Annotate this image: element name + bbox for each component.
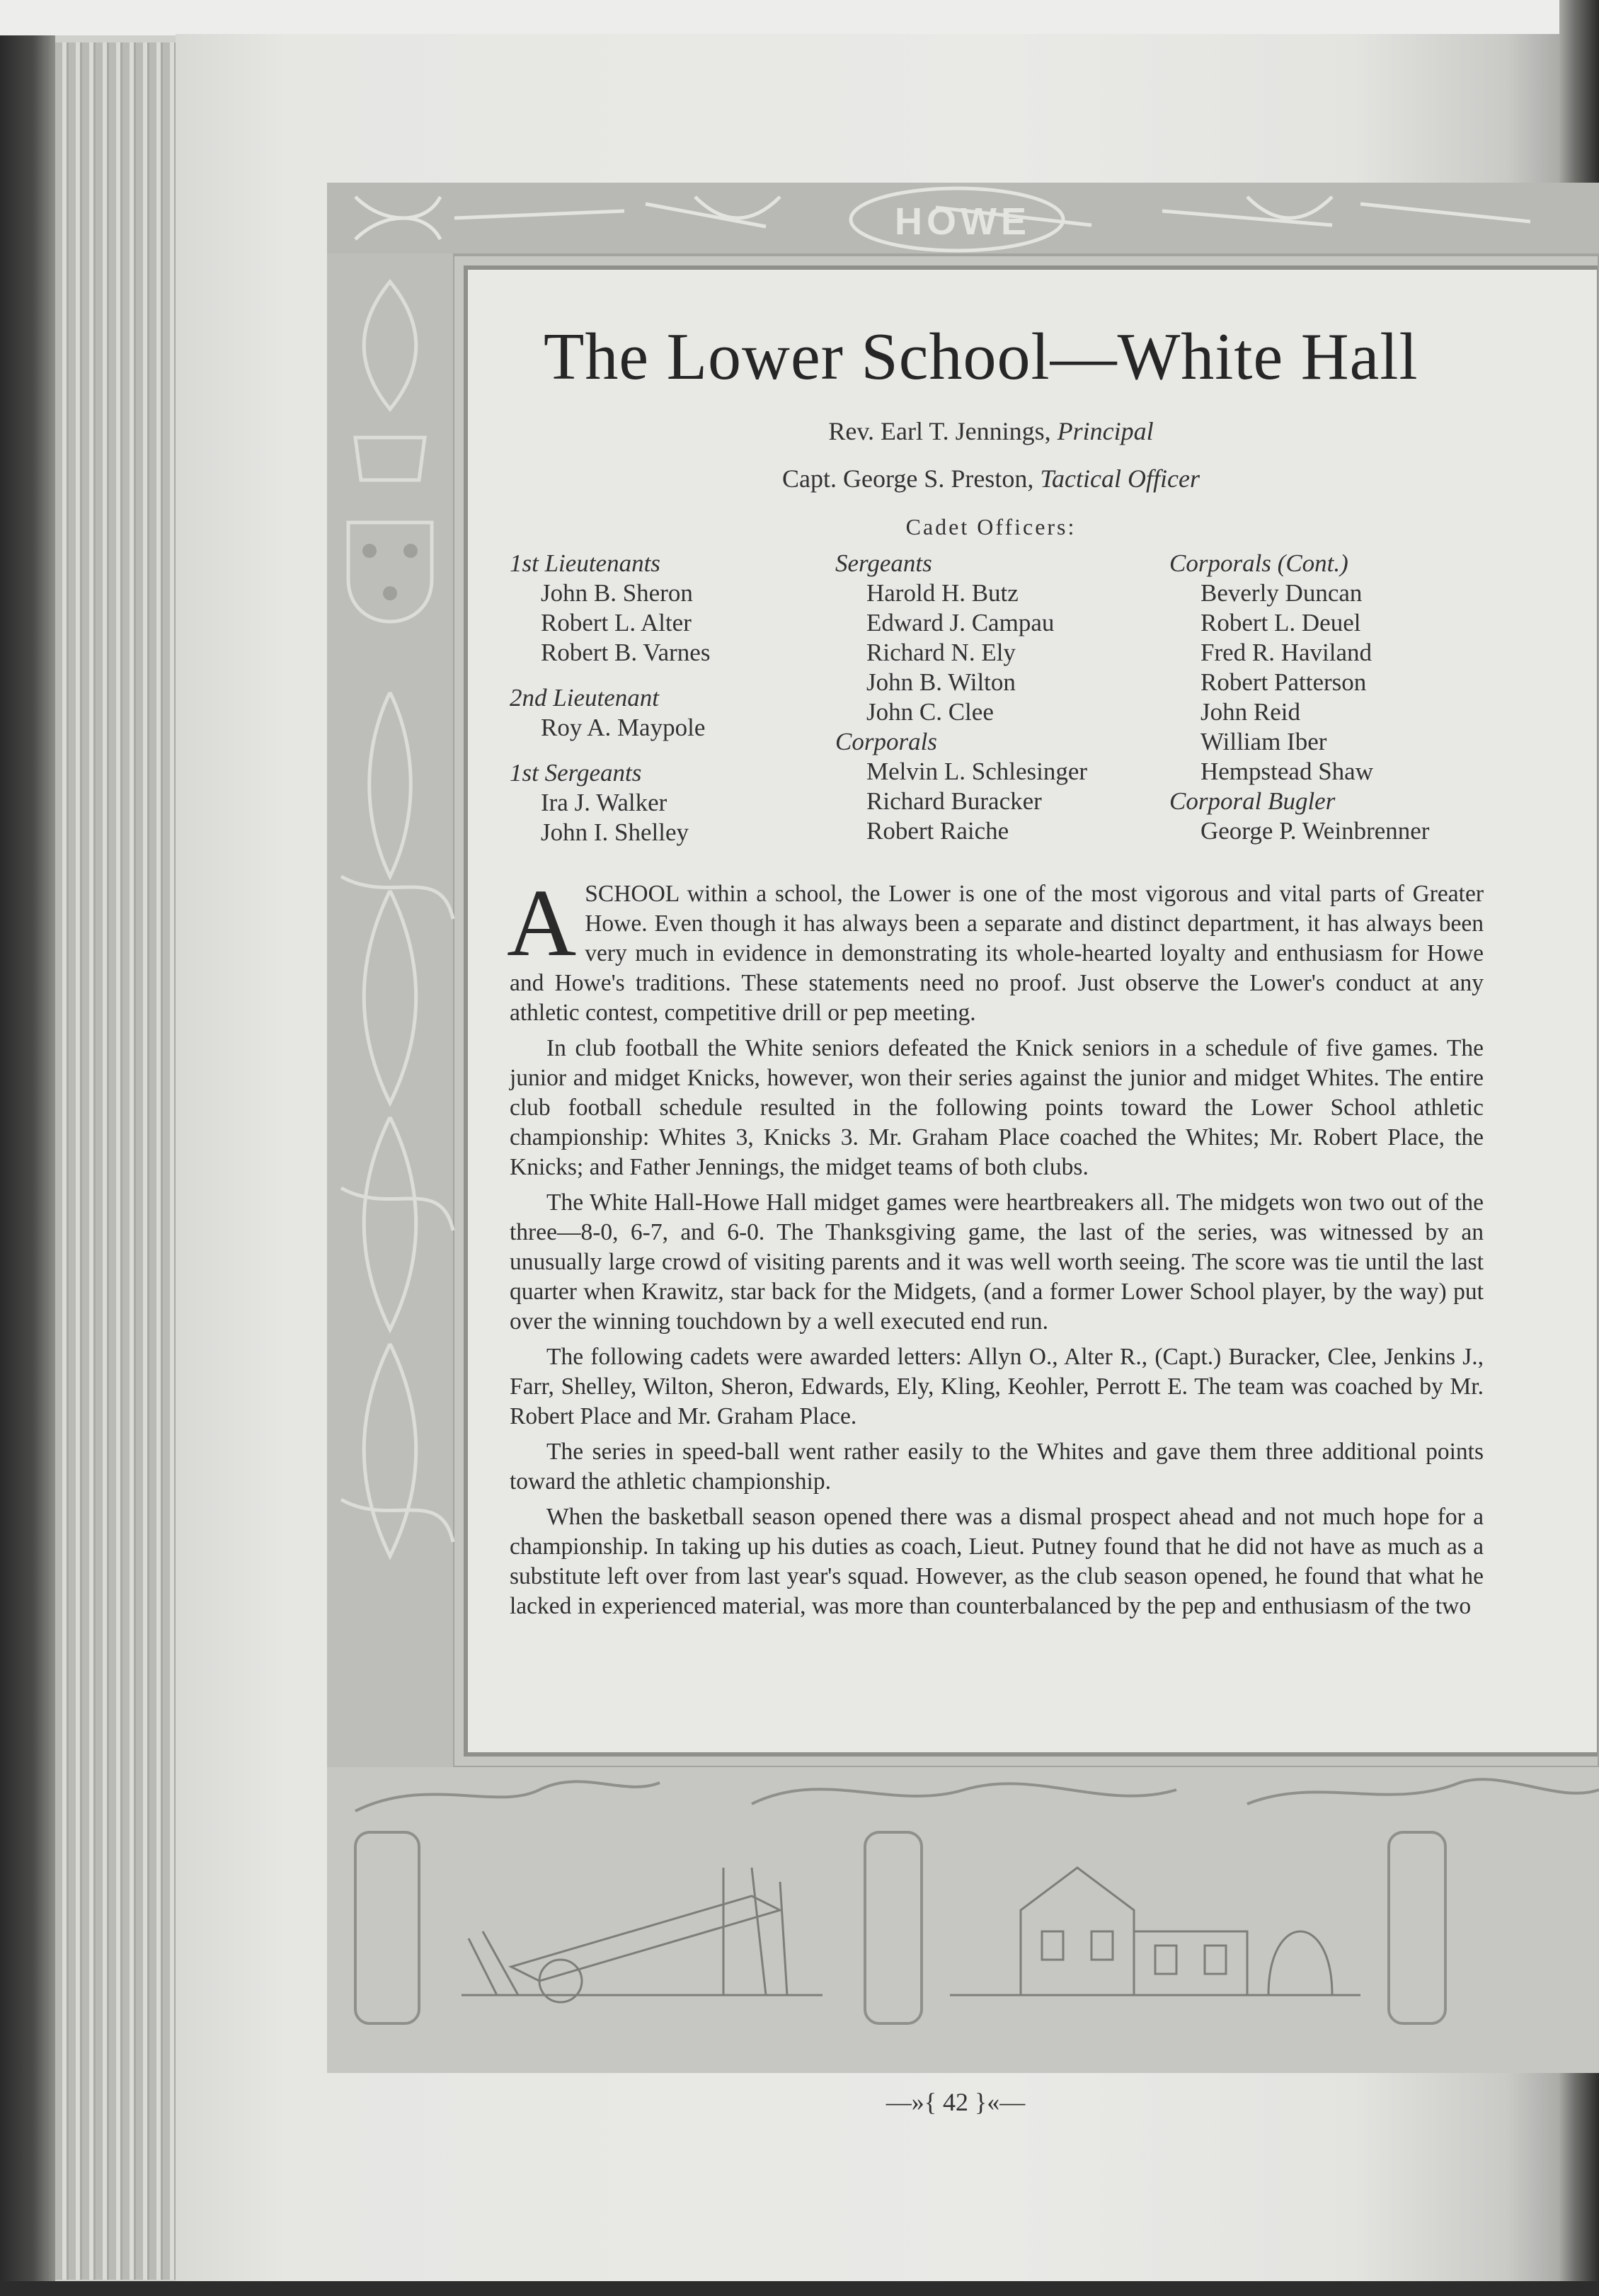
roster-name: Ira J. Walker (541, 789, 667, 816)
roster-name: Robert Patterson (1200, 668, 1367, 696)
page-number: —»{ 42 }«— (886, 2088, 1026, 2116)
roster-heading-corporals: Corporals (835, 728, 937, 755)
roster-heading-second-lieutenant: 2nd Lieutenant (510, 684, 659, 712)
roster-name: William Iber (1200, 728, 1327, 755)
tactical-officer-role: Tactical Officer (1040, 464, 1200, 493)
roster-name: Robert B. Varnes (541, 639, 711, 666)
article-paragraph (507, 870, 1484, 1028)
tactical-officer-line (495, 464, 1486, 493)
roster-name: John I. Shelley (541, 818, 689, 846)
article-paragraph: The series in speed-ball went rather easily to the Whites and gave them three additional points toward the athletic championship. (510, 1439, 1484, 1495)
roster-heading-corporal-bugler: Corporal Bugler (1169, 787, 1336, 815)
roster-name: John B. Sheron (541, 579, 693, 607)
roster-name: Roy A. Maypole (541, 714, 706, 741)
principal-line (495, 416, 1486, 446)
article-paragraph: In club football the White seniors defeated the Knick seniors in a schedule of five games. The junior and midget Knicks, however, won their series against the junior and midget Whites. The entire club football schedule resulted in the following points toward the Lower School athletic championship: Whites 3, Knicks 3. Mr. Graham Place coached the Whites; Mr. Robert Place, the Knicks; and Father Jennings, the midget teams of both clubs. (510, 1035, 1484, 1180)
roster-name: Hempstead Shaw (1200, 758, 1373, 785)
roster-heading-first-sergeants: 1st Sergeants (510, 759, 642, 787)
roster-name: Richard Buracker (866, 787, 1042, 815)
drop-cap: A (507, 870, 577, 976)
roster-name: Edward J. Campau (866, 609, 1055, 636)
roster-heading-sergeants: Sergeants (835, 549, 932, 577)
roster-name: Melvin L. Schlesinger (866, 758, 1088, 785)
roster-name: Richard N. Ely (866, 639, 1016, 666)
tactical-officer-name: Capt. George S. Preston, (782, 464, 1034, 493)
roster-heading-first-lieutenants: 1st Lieutenants (510, 549, 660, 577)
article-paragraph: The following cadets were awarded letters: Allyn O., Alter R., (Capt.) Buracker, Clee, Jenkins J., Farr, Shelley, Wilton, Sheron, Edwards, Ely, Kling, Keohler, Perrott E. The team was coached by Mr. Robert Place and Mr. Graham Place. (510, 1344, 1484, 1429)
paragraph-text: SCHOOL within a school, the Lower is one of the most vigorous and vital parts of Greater Howe. Even though it has always been a separate and distinct department, it has always been very much in evidence in demonstrating its whole-hearted loyalty and enthusiasm for Howe and Howe's traditions. These statements need no proof. Just observe the Lower's conduct at any athletic contest, competitive drill or pep meeting. (510, 881, 1484, 1026)
cadet-officers-heading: Cadet Officers: (905, 514, 1077, 539)
roster-name: John Reid (1200, 698, 1300, 726)
roster-name: John C. Clee (866, 698, 994, 726)
roster-column-1 (510, 549, 807, 847)
roster-name: Robert L. Alter (541, 609, 692, 636)
roster-name: Robert L. Deuel (1200, 609, 1361, 636)
roster-name: George P. Weinbrenner (1200, 817, 1430, 845)
roster-column-3 (1169, 549, 1495, 846)
roster-heading-corporals-cont: Corporals (Cont.) (1169, 549, 1348, 577)
principal-name: Rev. Earl T. Jennings, (828, 417, 1051, 445)
article-paragraph: The White Hall-Howe Hall midget games were heartbreakers all. The midgets won two out of the three—8-0, 6-7, and 6-0. The Thanksgiving game, the last of the series, was witnessed by an unusually large crowd of visiting parents and it was well worth seeing. The score was tie until the last quarter when Krawitz, star back for the Midgets, (and a former Lower School player, by the way) put over the winning touchdown by a well executed end run. (510, 1189, 1484, 1335)
howe-banner-text: HOWE (895, 200, 1031, 243)
roster-name: Harold H. Butz (866, 579, 1019, 607)
roster-name: Robert Raiche (866, 817, 1009, 845)
roster-name: Fred R. Haviland (1200, 639, 1372, 666)
roster-name: John B. Wilton (866, 668, 1016, 696)
article-body (507, 870, 1484, 1627)
roster-column-2 (835, 549, 1161, 846)
page-title: The Lower School—White Hall (544, 320, 1419, 394)
roster-name: Beverly Duncan (1200, 579, 1363, 607)
principal-role: Principal (1057, 417, 1154, 445)
article-paragraph: When the basketball season opened there was a dismal prospect ahead and not much hope for a championship. In taking up his duties as coach, Lieut. Putney found that he did not have as much as a substitute left over from last year's squad. However, as the club season opened, he found that what he lacked in experienced material, was more than counterbalanced by the pep and enthusiasm of the two (510, 1504, 1484, 1619)
